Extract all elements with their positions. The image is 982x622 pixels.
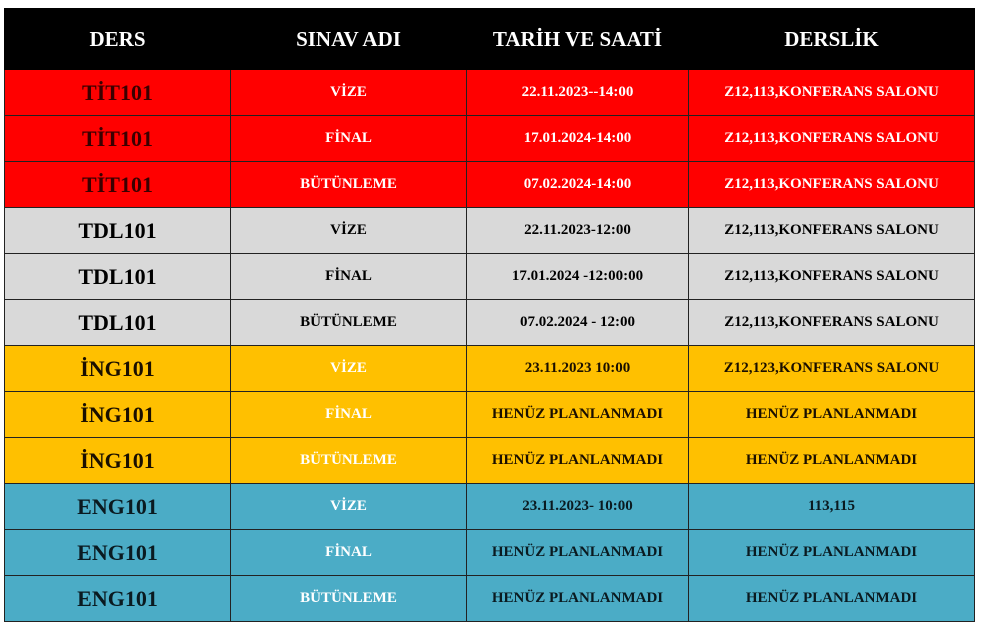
course-code: TİT101	[5, 162, 231, 208]
table-row	[5, 70, 975, 116]
course-code: TDL101	[5, 254, 231, 300]
table-row	[5, 116, 975, 162]
table-row	[5, 484, 975, 530]
course-code: ENG101	[5, 484, 231, 530]
table-row	[5, 392, 975, 438]
exam-schedule-table	[4, 8, 975, 622]
exam-datetime: HENÜZ PLANLANMADI	[467, 530, 689, 576]
course-code: İNG101	[5, 392, 231, 438]
exam-name: FİNAL	[231, 116, 467, 162]
exam-datetime: 23.11.2023- 10:00	[467, 484, 689, 530]
course-code: TDL101	[5, 300, 231, 346]
table-row	[5, 530, 975, 576]
exam-room: HENÜZ PLANLANMADI	[689, 438, 975, 484]
exam-datetime: 22.11.2023-12:00	[467, 208, 689, 254]
exam-datetime: 22.11.2023--14:00	[467, 70, 689, 116]
course-code: İNG101	[5, 346, 231, 392]
table-row	[5, 346, 975, 392]
exam-datetime: 17.01.2024-14:00	[467, 116, 689, 162]
exam-room: Z12,113,KONFERANS SALONU	[689, 208, 975, 254]
header-ders: DERS	[5, 9, 231, 70]
exam-room: Z12,123,KONFERANS SALONU	[689, 346, 975, 392]
exam-datetime: HENÜZ PLANLANMADI	[467, 392, 689, 438]
course-code: ENG101	[5, 530, 231, 576]
table-row	[5, 162, 975, 208]
exam-datetime: 23.11.2023 10:00	[467, 346, 689, 392]
exam-room: HENÜZ PLANLANMADI	[689, 530, 975, 576]
exam-name: VİZE	[231, 70, 467, 116]
exam-name: FİNAL	[231, 392, 467, 438]
exam-datetime: 17.01.2024 -12:00:00	[467, 254, 689, 300]
exam-datetime: HENÜZ PLANLANMADI	[467, 576, 689, 622]
exam-room: Z12,113,KONFERANS SALONU	[689, 254, 975, 300]
exam-room: Z12,113,KONFERANS SALONU	[689, 70, 975, 116]
exam-name: VİZE	[231, 484, 467, 530]
exam-room: Z12,113,KONFERANS SALONU	[689, 116, 975, 162]
exam-room: HENÜZ PLANLANMADI	[689, 392, 975, 438]
exam-name: BÜTÜNLEME	[231, 576, 467, 622]
exam-name: VİZE	[231, 346, 467, 392]
exam-datetime: 07.02.2024 - 12:00	[467, 300, 689, 346]
exam-name: FİNAL	[231, 254, 467, 300]
table-row	[5, 300, 975, 346]
exam-name: FİNAL	[231, 530, 467, 576]
exam-room: HENÜZ PLANLANMADI	[689, 576, 975, 622]
exam-name: BÜTÜNLEME	[231, 438, 467, 484]
exam-room: Z12,113,KONFERANS SALONU	[689, 162, 975, 208]
table-row	[5, 254, 975, 300]
header-row	[5, 9, 975, 70]
table-row	[5, 576, 975, 622]
course-code: TİT101	[5, 116, 231, 162]
course-code: İNG101	[5, 438, 231, 484]
header-tarih-saati: TARİH VE SAATİ	[467, 9, 689, 70]
header-derslik: DERSLİK	[689, 9, 975, 70]
course-code: ENG101	[5, 576, 231, 622]
header-sinav-adi: SINAV ADI	[231, 9, 467, 70]
exam-name: BÜTÜNLEME	[231, 300, 467, 346]
exam-datetime: 07.02.2024-14:00	[467, 162, 689, 208]
course-code: TİT101	[5, 70, 231, 116]
course-code: TDL101	[5, 208, 231, 254]
exam-name: BÜTÜNLEME	[231, 162, 467, 208]
table-row	[5, 208, 975, 254]
exam-room: Z12,113,KONFERANS SALONU	[689, 300, 975, 346]
exam-datetime: HENÜZ PLANLANMADI	[467, 438, 689, 484]
exam-name: VİZE	[231, 208, 467, 254]
exam-room: 113,115	[689, 484, 975, 530]
table-row	[5, 438, 975, 484]
